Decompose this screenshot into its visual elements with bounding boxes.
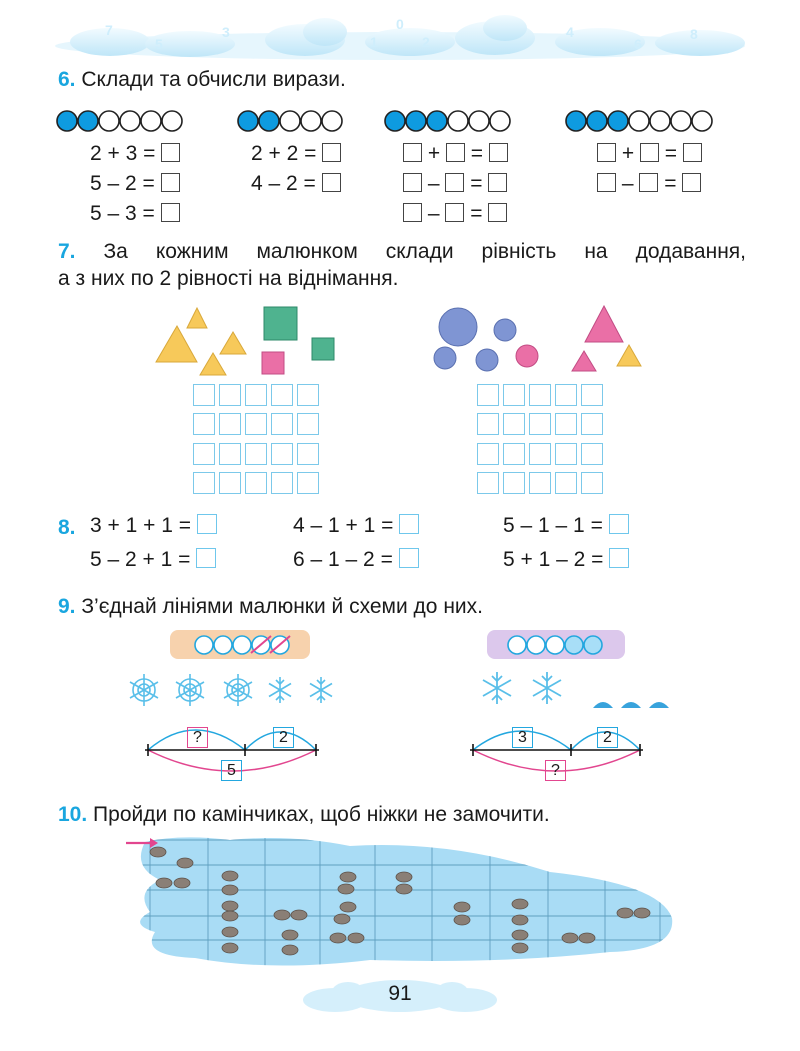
task-7-heading (58, 238, 746, 265)
answer-box[interactable] (640, 143, 659, 162)
circle-scheme-right[interactable] (487, 630, 627, 660)
answer-box[interactable] (597, 173, 616, 192)
answer-box[interactable] (609, 514, 629, 534)
scheme-label: ? (187, 727, 208, 748)
scheme-label: 2 (597, 727, 618, 748)
answer-box[interactable] (597, 143, 616, 162)
task-number: 7. (58, 240, 76, 263)
answer-box[interactable] (399, 548, 419, 568)
task-6-text: Склади та обчисли вирази. (81, 68, 346, 91)
answer-box[interactable] (609, 548, 629, 568)
equation-grid-row[interactable] (193, 413, 319, 435)
snowflakes-picture-right[interactable] (475, 668, 685, 712)
shapes-picture-left (150, 300, 350, 380)
answer-box[interactable] (161, 143, 180, 162)
expression-template: – = (403, 172, 507, 196)
shapes-picture-right (430, 300, 650, 380)
snowflakes-picture-left[interactable] (122, 670, 342, 710)
task-number: 10. (58, 803, 88, 826)
answer-box[interactable] (197, 514, 217, 534)
answer-box[interactable] (488, 203, 507, 222)
answer-box[interactable] (196, 548, 216, 568)
header-digit: 2 (422, 34, 430, 50)
answer-box[interactable] (161, 173, 180, 192)
expression: 3 + 1 + 1 = (90, 514, 217, 538)
answer-box[interactable] (445, 173, 464, 192)
task-number: 6. (58, 68, 76, 91)
expression: 5 – 2 + 1 = (90, 548, 216, 572)
header-digit: 1 (370, 34, 378, 50)
task-6-heading (58, 66, 346, 93)
page-number: 91 (388, 982, 412, 1005)
equation-grid-row[interactable] (193, 443, 319, 465)
expression: 5 – 2 = (90, 172, 180, 196)
expression-template: + = (597, 142, 702, 166)
answer-box[interactable] (488, 173, 507, 192)
header-digit: 4 (566, 24, 574, 40)
expression: 5 – 3 = (90, 202, 180, 226)
answer-box[interactable] (445, 203, 464, 222)
circle-scheme-left[interactable] (170, 630, 310, 660)
task-8-number: 8. (58, 516, 76, 539)
task-number: 9. (58, 595, 76, 618)
answer-box[interactable] (403, 203, 422, 222)
expression: 4 – 1 + 1 = (293, 514, 419, 538)
equation-grid-row[interactable] (477, 413, 603, 435)
answer-box[interactable] (683, 143, 702, 162)
header-digit: 5 (155, 36, 163, 52)
task-9-text: З’єднай лініями малюнки й схеми до них. (81, 595, 483, 618)
answer-box[interactable] (489, 143, 508, 162)
expression: 2 + 2 = (251, 142, 341, 166)
task-9-heading (58, 593, 483, 620)
scheme-label: 2 (273, 727, 294, 748)
expression: 4 – 2 = (251, 172, 341, 196)
header-digit: 7 (105, 22, 113, 38)
equation-grid-row[interactable] (193, 384, 319, 406)
task-10-text: Пройди по камінчиках, щоб ніжки не замочити. (93, 803, 550, 826)
answer-box[interactable] (446, 143, 465, 162)
answer-box[interactable] (682, 173, 701, 192)
expression: 5 + 1 – 2 = (503, 548, 629, 572)
header-digit: 0 (396, 16, 404, 32)
answer-box[interactable] (322, 143, 341, 162)
answer-box[interactable] (639, 173, 658, 192)
expression-template: – = (403, 202, 507, 226)
equation-grid-row[interactable] (477, 443, 603, 465)
stones-maze[interactable] (120, 832, 680, 982)
equation-grid-row[interactable] (477, 472, 603, 494)
equation-grid-row[interactable] (477, 384, 603, 406)
header-digit: 3 (222, 24, 230, 40)
task-6-circles (55, 108, 755, 136)
task-10-heading (58, 801, 550, 828)
answer-box[interactable] (403, 143, 422, 162)
header-digit: 6 (634, 36, 642, 52)
expression-template: – = (597, 172, 701, 196)
scheme-label: 3 (512, 727, 533, 748)
expression: 5 – 1 – 1 = (503, 514, 629, 538)
answer-box[interactable] (403, 173, 422, 192)
answer-box[interactable] (399, 514, 419, 534)
expression: 2 + 3 = (90, 142, 180, 166)
task-7-text-line1: За кожним малюнком склади рівність на додавання, (103, 240, 746, 263)
answer-box[interactable] (161, 203, 180, 222)
answer-box[interactable] (322, 173, 341, 192)
header-digit: 8 (690, 26, 698, 42)
scheme-label: ? (545, 760, 566, 781)
expression: 6 – 1 – 2 = (293, 548, 419, 572)
scheme-label: 5 (221, 760, 242, 781)
equation-grid-row[interactable] (193, 472, 319, 494)
expression-template: + = (403, 142, 508, 166)
task-7-text-line2: а з них по 2 рівності на віднімання. (58, 267, 399, 290)
